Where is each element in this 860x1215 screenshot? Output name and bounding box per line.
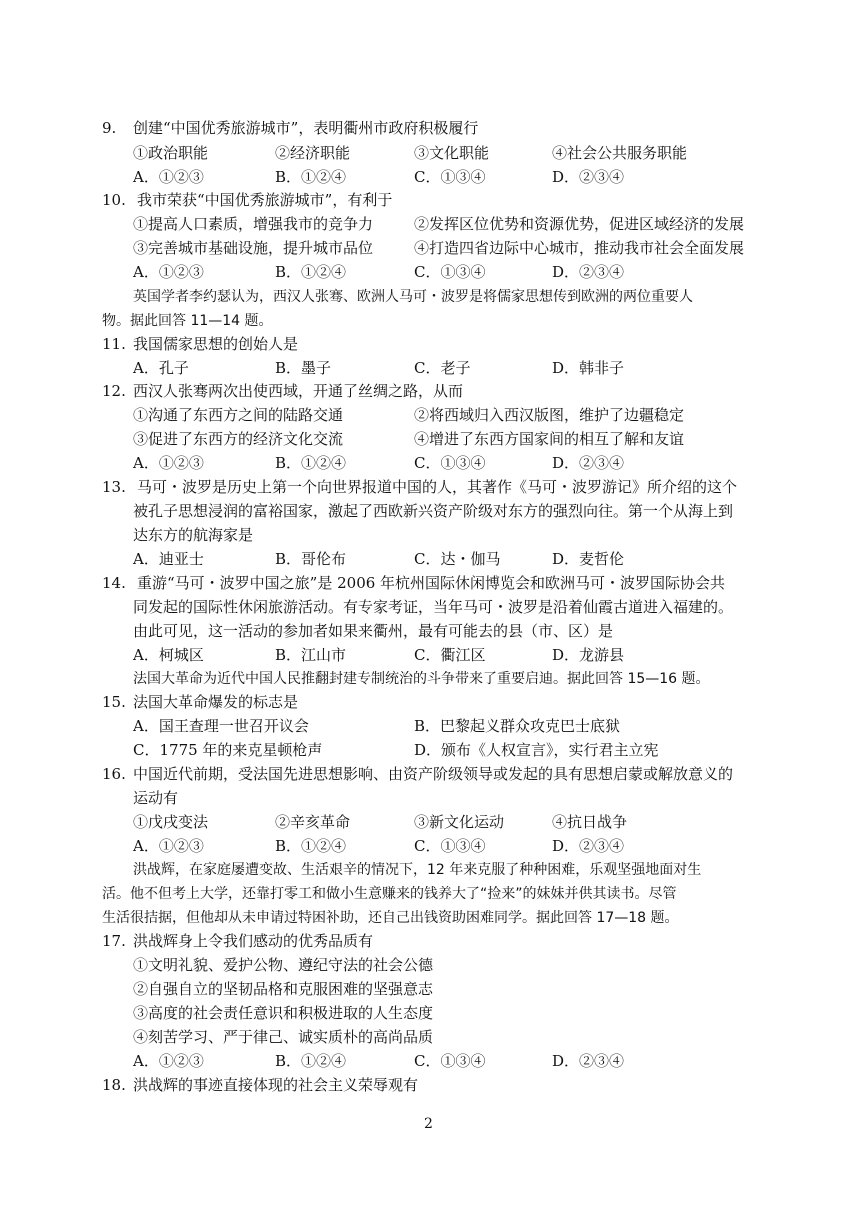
question-17-item-4: ④刻苦学习、严于律己、诚实质朴的高尚品质 bbox=[133, 1028, 434, 1046]
question-10-choice-c: C．①③④ bbox=[414, 263, 486, 281]
question-15-choice-a: A．国王查理一世召开议会 bbox=[133, 717, 309, 735]
question-12-text: 西汉人张骞两次出使西域，开通了丝绸之路，从而 bbox=[133, 382, 464, 400]
passage-3-line-2: 活。他不但考上大学，还靠打零工和做小生意赚来的钱养大了“捡来”的妹妹并供其读书。尽管 bbox=[102, 886, 677, 902]
question-16-choice-d: D．②③④ bbox=[552, 837, 625, 855]
question-16-choice-b: B．①②④ bbox=[275, 837, 347, 855]
question-9-choice-d: D．②③④ bbox=[552, 168, 625, 186]
question-17-number: 17. bbox=[102, 932, 126, 950]
question-14-line-1: 重游“马可・波罗中国之旅”是 2006 年杭州国际休闲博览会和欧洲马可・波罗国际协会共 bbox=[137, 574, 726, 592]
question-10-item-3: ③完善城市基础设施，提升城市品位 bbox=[133, 239, 374, 257]
question-12-item-3: ③促进了东西方的经济文化交流 bbox=[133, 430, 344, 448]
page-number: 2 bbox=[424, 1116, 433, 1132]
question-15-choice-c: C．1775 年的来克星顿枪声 bbox=[133, 741, 323, 759]
passage-2-line-1: 法国大革命为近代中国人民推翻封建专制统治的斗争带来了重要启迪。据此回答 15—16 题。 bbox=[133, 671, 710, 687]
question-10-item-2: ②发挥区位优势和资源优势，促进区域经济的发展 bbox=[414, 215, 745, 233]
question-9-number: 9. bbox=[102, 119, 117, 137]
question-11-choice-a: A．孔子 bbox=[133, 359, 189, 377]
question-16-line-1: 中国近代前期，受法国先进思想影响、由资产阶级领导或发起的具有思想启蒙或解放意义的 bbox=[133, 765, 734, 783]
question-11-number: 11. bbox=[102, 335, 126, 353]
question-18-text: 洪战辉的事迹直接体现的社会主义荣辱观有 bbox=[133, 1076, 419, 1094]
question-12-choice-c: C．①③④ bbox=[414, 454, 486, 472]
question-17-item-3: ③高度的社会责任意识和积极进取的人生态度 bbox=[133, 1004, 434, 1022]
question-10-choice-d: D．②③④ bbox=[552, 263, 625, 281]
question-18-number: 18. bbox=[102, 1076, 126, 1094]
question-13-choice-d: D．麦哲伦 bbox=[552, 550, 625, 568]
question-9-item-4: ④社会公共服务职能 bbox=[552, 144, 688, 162]
question-11-text: 我国儒家思想的创始人是 bbox=[133, 335, 299, 353]
question-11-choice-d: D．韩非子 bbox=[552, 359, 625, 377]
question-14-line-3: 由此可见，这一活动的参加者如果来衢州，最有可能去的县（市、区）是 bbox=[133, 622, 614, 640]
question-17-choice-d: D．②③④ bbox=[552, 1052, 625, 1070]
question-14-line-2: 同发起的国际性休闲旅游活动。有专家考证，当年马可・波罗是沿着仙霞古道进入福建的。 bbox=[133, 598, 734, 616]
question-16-number: 16. bbox=[102, 765, 126, 783]
question-10-item-4: ④打造四省边际中心城市，推动我市社会全面发展 bbox=[414, 239, 745, 257]
passage-3-line-3: 生活很拮据，但他却从未申请过特困补助，还自己出钱资助困难同学。据此回答 17—18 题。 bbox=[102, 910, 679, 926]
question-9-choice-c: C．①③④ bbox=[414, 168, 486, 186]
question-14-choice-d: D．龙游县 bbox=[552, 646, 625, 664]
question-12-item-1: ①沟通了东西方之间的陆路交通 bbox=[133, 406, 344, 424]
question-9-item-3: ③文化职能 bbox=[414, 144, 490, 162]
question-16-item-4: ④抗日战争 bbox=[552, 813, 628, 831]
question-10-text: 我市荣获“中国优秀旅游城市”，有利于 bbox=[137, 191, 393, 209]
question-9-choice-a: A．①②③ bbox=[133, 168, 204, 186]
question-9-text: 创建“中国优秀旅游城市”，表明衢州市政府积极履行 bbox=[133, 119, 479, 137]
question-10-choice-a: A．①②③ bbox=[133, 263, 204, 281]
question-14-choice-a: A．柯城区 bbox=[133, 646, 204, 664]
question-11-choice-b: B．墨子 bbox=[275, 359, 332, 377]
passage-1-line-2: 物。据此回答 11—14 题。 bbox=[102, 313, 273, 329]
question-13-line-1: 马可・波罗是历史上第一个向世界报道中国的人，其著作《马可・波罗游记》所介绍的这个 bbox=[137, 478, 738, 496]
question-16-item-2: ②辛亥革命 bbox=[275, 813, 351, 831]
question-9-choice-b: B．①②④ bbox=[275, 168, 347, 186]
question-17-item-2: ②自强自立的坚韧品格和克服困难的坚强意志 bbox=[133, 980, 434, 998]
question-15-number: 15. bbox=[102, 693, 126, 711]
question-17-choice-a: A．①②③ bbox=[133, 1052, 204, 1070]
question-13-number: 13. bbox=[102, 478, 126, 496]
question-13-choice-a: A．迪亚士 bbox=[133, 550, 204, 568]
question-15-choice-d: D．颁布《人权宣言》，实行君主立宪 bbox=[414, 741, 659, 759]
question-15-choice-b: B．巴黎起义群众攻克巴士底狱 bbox=[414, 717, 621, 735]
question-10-number: 10. bbox=[102, 191, 126, 209]
question-10-item-1: ①提高人口素质，增强我市的竞争力 bbox=[133, 215, 374, 233]
question-17-text: 洪战辉身上令我们感动的优秀品质有 bbox=[133, 932, 374, 950]
question-12-choice-b: B．①②④ bbox=[275, 454, 347, 472]
question-15-text: 法国大革命爆发的标志是 bbox=[133, 693, 299, 711]
question-17-choice-b: B．①②④ bbox=[275, 1052, 347, 1070]
question-17-choice-c: C．①③④ bbox=[414, 1052, 486, 1070]
question-13-choice-b: B．哥伦布 bbox=[275, 550, 347, 568]
question-16-item-3: ③新文化运动 bbox=[414, 813, 505, 831]
question-13-line-2: 被孔子思想浸润的富裕国家，激起了西欧新兴资产阶级对东方的强烈向往。第一个从海上到 bbox=[133, 502, 734, 520]
question-17-item-1: ①文明礼貌、爱护公物、遵纪守法的社会公德 bbox=[133, 956, 434, 974]
question-9-item-1: ①政治职能 bbox=[133, 144, 209, 162]
passage-3-line-1: 洪战辉，在家庭屡遭变故、生活艰辛的情况下，12 年来克服了种种困难，乐观坚强地面对生 bbox=[133, 862, 702, 878]
question-13-choice-c: C．达・伽马 bbox=[414, 550, 501, 568]
question-14-choice-b: B．江山市 bbox=[275, 646, 347, 664]
question-16-choice-c: C．①③④ bbox=[414, 837, 486, 855]
question-16-choice-a: A．①②③ bbox=[133, 837, 204, 855]
question-11-choice-c: C．老子 bbox=[414, 359, 471, 377]
question-14-choice-c: C．衢江区 bbox=[414, 646, 486, 664]
question-16-item-1: ①戊戌变法 bbox=[133, 813, 209, 831]
question-12-item-2: ②将西域归入西汉版图，维护了边疆稳定 bbox=[414, 406, 685, 424]
question-12-choice-d: D．②③④ bbox=[552, 454, 625, 472]
question-16-line-2: 运动有 bbox=[133, 789, 179, 807]
passage-1-line-1: 英国学者李约瑟认为，西汉人张骞、欧洲人马可・波罗是将儒家思想传到欧洲的两位重要人 bbox=[133, 289, 693, 305]
question-10-choice-b: B．①②④ bbox=[275, 263, 347, 281]
question-14-number: 14. bbox=[102, 574, 126, 592]
question-12-item-4: ④增进了东西方国家间的相互了解和友谊 bbox=[414, 430, 685, 448]
question-12-number: 12. bbox=[102, 382, 126, 400]
question-9-item-2: ②经济职能 bbox=[275, 144, 351, 162]
question-13-line-3: 达东方的航海家是 bbox=[133, 526, 254, 544]
question-12-choice-a: A．①②③ bbox=[133, 454, 204, 472]
